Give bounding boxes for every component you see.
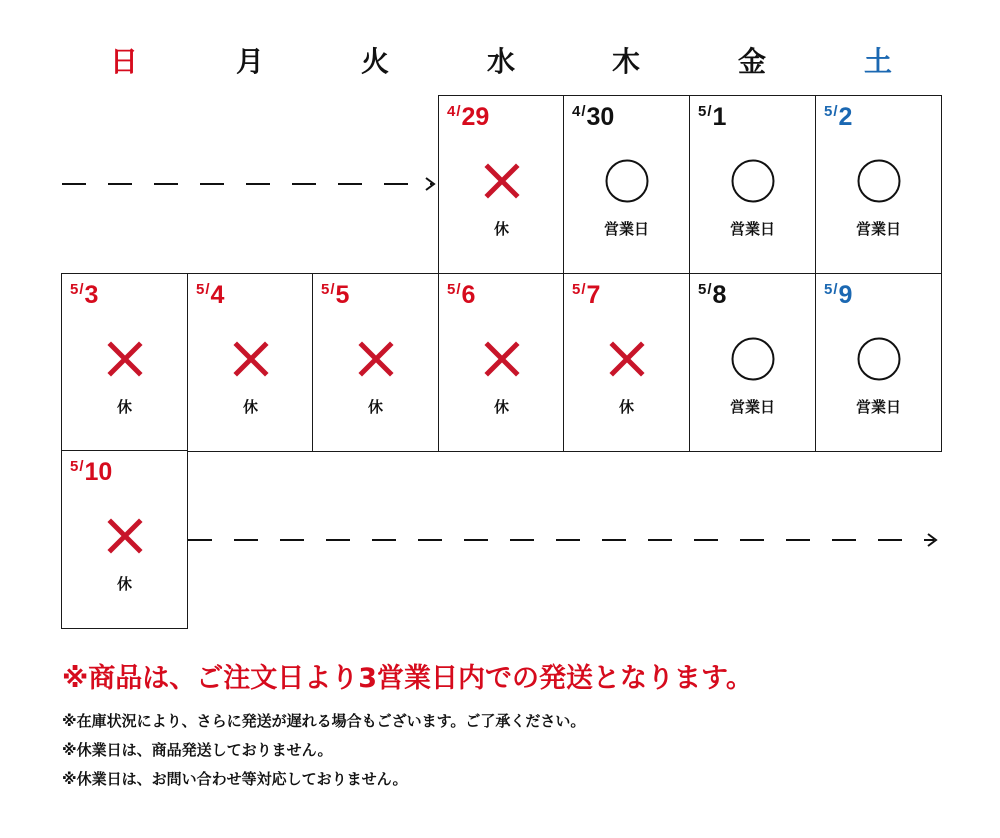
cross-icon bbox=[228, 336, 274, 382]
calendar-day-cell bbox=[61, 273, 188, 452]
day-month: 5 bbox=[824, 103, 833, 120]
day-month: 5 bbox=[447, 281, 456, 298]
notice-line: ※在庫状況により、さらに発送が遅れる場合もございます。ご了承ください。 bbox=[62, 712, 586, 730]
date-separator: / bbox=[581, 103, 586, 120]
date-separator: / bbox=[581, 281, 586, 298]
weekday-fri: 金 bbox=[737, 45, 766, 78]
calendar-day-cell bbox=[563, 273, 690, 452]
calendar-day-cell bbox=[689, 273, 816, 452]
weekday-wed: 水 bbox=[486, 45, 515, 78]
dashed-arrow-icon bbox=[60, 174, 440, 194]
circle-icon bbox=[730, 336, 776, 382]
day-number: 29 bbox=[461, 103, 490, 131]
day-number: 10 bbox=[84, 458, 113, 486]
date-separator: / bbox=[330, 281, 335, 298]
day-month: 4 bbox=[447, 103, 456, 120]
weekday-thu: 木 bbox=[611, 45, 640, 78]
day-status: 休 bbox=[242, 398, 258, 416]
day-status: 営業日 bbox=[729, 398, 775, 416]
day-status: 休 bbox=[493, 398, 509, 416]
date-separator: / bbox=[707, 281, 712, 298]
day-number: 2 bbox=[838, 103, 853, 131]
day-date bbox=[447, 280, 475, 310]
notice-line: ※休業日は、商品発送しておりません。 bbox=[62, 741, 333, 759]
day-status: 営業日 bbox=[729, 220, 775, 238]
day-date bbox=[196, 280, 224, 310]
calendar-day-cell bbox=[689, 95, 816, 274]
day-status: 休 bbox=[493, 220, 509, 238]
weekday-sun: 日 bbox=[109, 45, 138, 78]
day-number: 8 bbox=[712, 281, 727, 309]
day-status: 休 bbox=[618, 398, 634, 416]
day-number: 6 bbox=[461, 281, 476, 309]
circle-icon bbox=[604, 158, 650, 204]
day-number: 30 bbox=[586, 103, 615, 131]
calendar-day-cell bbox=[815, 273, 942, 452]
calendar-day-cell bbox=[438, 273, 565, 452]
dashed-arrow-icon bbox=[186, 530, 942, 550]
day-status: 休 bbox=[116, 398, 132, 416]
day-status: 営業日 bbox=[855, 220, 901, 238]
date-separator: / bbox=[833, 103, 838, 120]
day-month: 5 bbox=[196, 281, 205, 298]
day-date bbox=[70, 457, 112, 487]
day-status: 営業日 bbox=[855, 398, 901, 416]
cross-icon bbox=[102, 336, 148, 382]
date-separator: / bbox=[205, 281, 210, 298]
day-month: 5 bbox=[698, 281, 707, 298]
day-month: 5 bbox=[70, 458, 79, 475]
circle-icon bbox=[856, 336, 902, 382]
date-separator: / bbox=[456, 281, 461, 298]
day-number: 9 bbox=[838, 281, 853, 309]
notice-line: ※休業日は、お問い合わせ等対応しておりません。 bbox=[62, 770, 408, 788]
day-month: 4 bbox=[572, 103, 581, 120]
day-number: 7 bbox=[586, 281, 601, 309]
day-month: 5 bbox=[321, 281, 330, 298]
day-number: 1 bbox=[712, 103, 727, 131]
calendar-day-cell bbox=[61, 450, 188, 629]
day-status: 休 bbox=[367, 398, 383, 416]
day-month: 5 bbox=[70, 281, 79, 298]
day-date bbox=[698, 102, 726, 132]
cross-icon bbox=[102, 513, 148, 559]
day-date bbox=[447, 102, 489, 132]
day-date bbox=[572, 102, 614, 132]
day-date bbox=[70, 280, 98, 310]
cross-icon bbox=[479, 158, 525, 204]
day-number: 4 bbox=[210, 281, 225, 309]
weekday-tue: 火 bbox=[360, 45, 389, 78]
day-number: 3 bbox=[84, 281, 99, 309]
day-date bbox=[572, 280, 600, 310]
date-separator: / bbox=[707, 103, 712, 120]
day-status: 営業日 bbox=[603, 220, 649, 238]
cross-icon bbox=[479, 336, 525, 382]
circle-icon bbox=[730, 158, 776, 204]
day-month: 5 bbox=[824, 281, 833, 298]
day-date bbox=[698, 280, 726, 310]
day-month: 5 bbox=[572, 281, 581, 298]
day-status: 休 bbox=[116, 575, 132, 593]
date-separator: / bbox=[456, 103, 461, 120]
date-separator: / bbox=[833, 281, 838, 298]
date-separator: / bbox=[79, 458, 84, 475]
circle-icon bbox=[856, 158, 902, 204]
day-month: 5 bbox=[698, 103, 707, 120]
calendar-day-cell bbox=[312, 273, 439, 452]
calendar-day-cell bbox=[187, 273, 314, 452]
weekday-mon: 月 bbox=[235, 45, 264, 78]
day-date bbox=[824, 280, 852, 310]
weekday-sat: 土 bbox=[863, 45, 892, 78]
cross-icon bbox=[604, 336, 650, 382]
cross-icon bbox=[353, 336, 399, 382]
date-separator: / bbox=[79, 281, 84, 298]
calendar-day-cell bbox=[438, 95, 565, 274]
day-date bbox=[824, 102, 852, 132]
calendar-day-cell bbox=[563, 95, 690, 274]
day-date bbox=[321, 280, 349, 310]
day-number: 5 bbox=[335, 281, 350, 309]
shipping-notice: ※商品は、ご注文日より3営業日内での発送となります。 bbox=[62, 663, 753, 694]
calendar-day-cell bbox=[815, 95, 942, 274]
